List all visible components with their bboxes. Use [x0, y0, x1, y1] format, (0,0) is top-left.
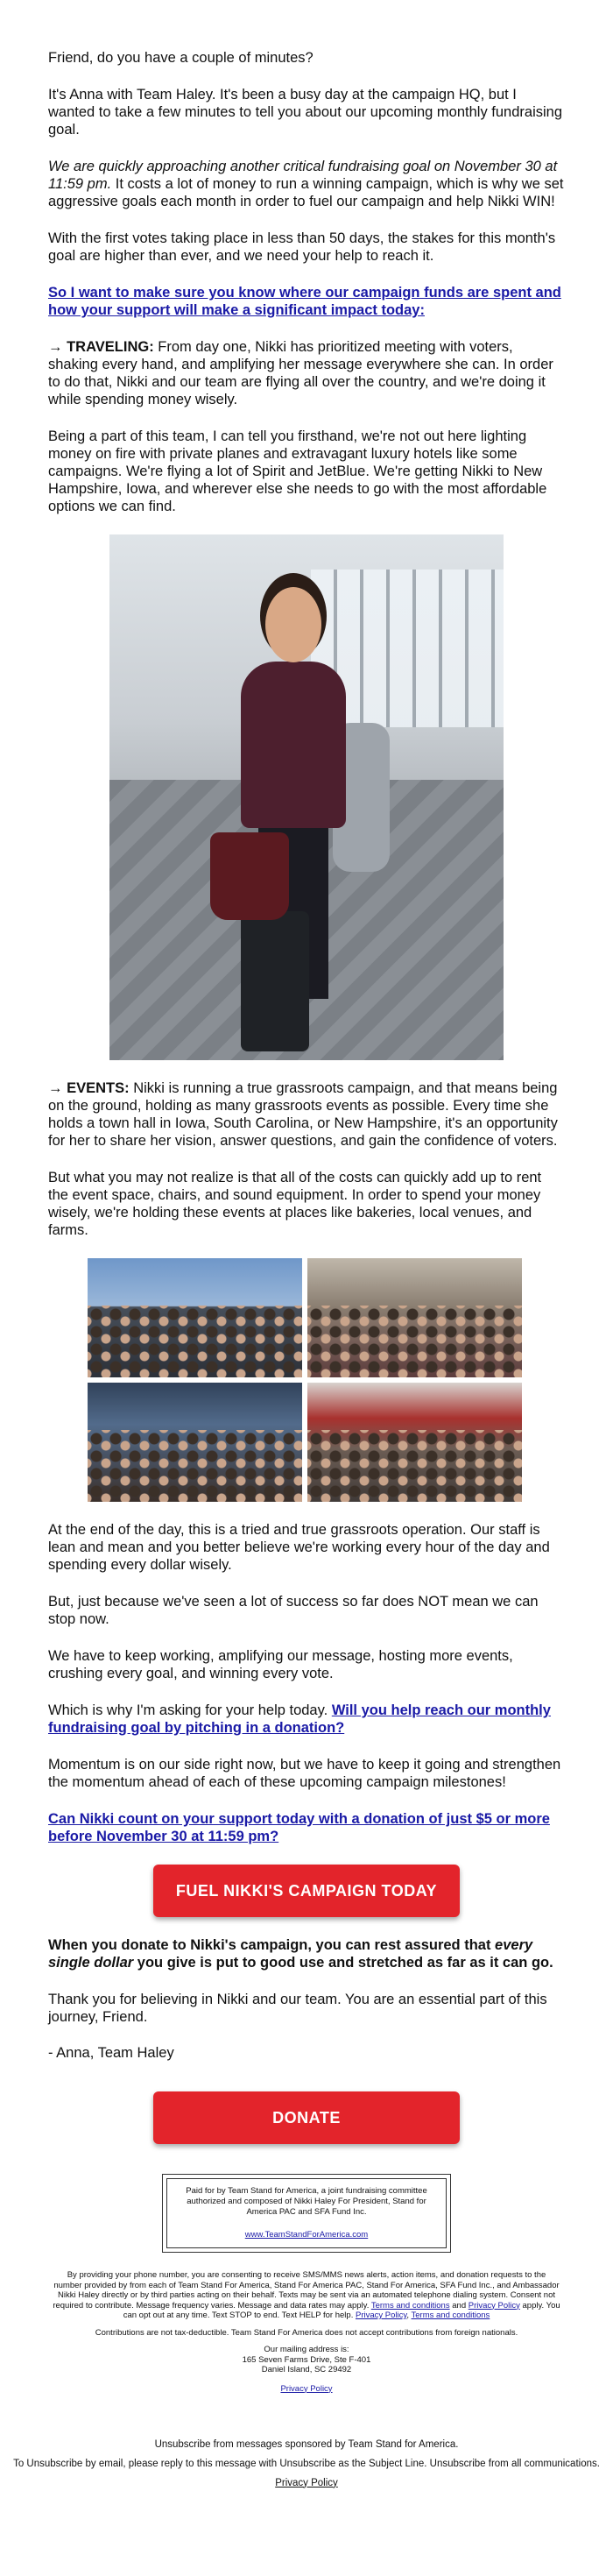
- assurance-bold-c: you give is put to good use and stretched as far as it can go.: [133, 1955, 553, 1971]
- website-link[interactable]: www.TeamStandForAmerica.com: [244, 2230, 369, 2240]
- ask-text: Which is why I'm asking for your help today.: [48, 1702, 332, 1718]
- sms-privacy-link[interactable]: Privacy Policy: [468, 2300, 520, 2311]
- donation-ask-link[interactable]: Will you help reach our monthly fundraising goal by pitching in a donation?: [48, 1702, 551, 1736]
- bottom-privacy-row: [0, 2478, 613, 2488]
- airport-photo: [109, 534, 504, 1060]
- event-photo-townhall: [307, 1383, 522, 1502]
- five-dollar-link[interactable]: Can Nikki count on your support today with a donation of just $5 or more before November 30 at 11:59 pm?: [48, 1811, 550, 1844]
- funds-link-paragraph: [48, 284, 565, 319]
- crowd-figure: [88, 1306, 302, 1377]
- person-body-figure: [241, 662, 346, 828]
- ask-paragraph: [48, 1702, 565, 1737]
- sms-comma: ,: [406, 2311, 412, 2320]
- funds-spent-link[interactable]: So I want to make sure you know where our campaign funds are spent and how your support will make a significant impact today:: [48, 285, 561, 318]
- events-paragraph: [48, 1079, 565, 1150]
- event-photo-grid: [88, 1258, 525, 1502]
- sms-consent: [53, 2270, 560, 2321]
- sms-and-text: and: [449, 2300, 469, 2311]
- person-head-figure: [265, 587, 321, 662]
- traveling-heading: → TRAVELING:: [48, 339, 154, 355]
- address-line-1: 165 Seven Farms Drive, Ste F-401: [242, 2354, 371, 2365]
- suitcase-figure: [241, 911, 309, 1051]
- paid-for-text: Paid for by Team Stand for America, a joint fundraising committee authorized and composed of Nikki Haley For President, Stand for America PAC and SFA Fund Inc.: [186, 2186, 427, 2217]
- events-body: Nikki is running a true grassroots campaign, and that means being on the ground, holding as many grassroots events as possible. Every time she holds a town hall in Iowa, South Carolina, or New Hampshire, it's an opportunity for her to share her vision, answer questions, and gain the confidence of voters.: [48, 1080, 558, 1149]
- assurance-bold-italic: every single dollar: [48, 1937, 533, 1971]
- crowd-figure: [88, 1430, 302, 1502]
- budget-travel-paragraph: Being a part of this team, I can tell you firsthand, we're not out here lighting money on fire with private planes and extravagant luxury hotels like some campaigns. We're flying a lot of Spirit and JetBlue. We're getting Nikki to New Hampshire, Iowa, and wherever else she needs to go with the most affordable options we can find.: [48, 428, 547, 514]
- goal-paragraph-rest: It costs a lot of money to run a winning campaign, which is why we set aggressive goals each month in order to fuel our campaign and help Nikki WIN!: [48, 176, 564, 209]
- event-photo-hall: [307, 1258, 522, 1377]
- goal-deadline-italic: We are quickly approaching another critical fundraising goal on November 30 at 11:59 pm.: [48, 159, 558, 192]
- sms-terms-link[interactable]: Terms and conditions: [370, 2300, 450, 2311]
- stakes-paragraph: With the first votes taking place in less than 50 days, the stakes for this month's goal are higher than ever, and we need your help to reach it.: [48, 230, 556, 264]
- unsubscribe-sponsored[interactable]: Unsubscribe from messages sponsored by Team Stand for America.: [154, 2438, 459, 2450]
- assurance-bold-a: When you donate to Nikki's campaign, you can rest assured that: [48, 1937, 496, 1953]
- privacy-row: [48, 2384, 565, 2394]
- fuel-campaign-button[interactable]: FUEL NIKKI'S CAMPAIGN TODAY: [153, 1865, 460, 1917]
- crowd-figure: [307, 1430, 522, 1502]
- mailing-label: Our mailing address is:: [264, 2345, 349, 2354]
- privacy-policy-link[interactable]: Privacy Policy: [280, 2383, 333, 2394]
- mailing-address: [48, 2345, 565, 2375]
- handbag-figure: [210, 832, 289, 920]
- email-body: [48, 0, 565, 2394]
- grassroots-paragraph: At the end of the day, this is a tried and true grassroots operation. Our staff is lean and mean and you better believe we're working every hour of the day and spending every dollar wisely.: [48, 1522, 550, 1573]
- intro-paragraph: It's Anna with Team Haley. It's been a busy day at the campaign HQ, but I wanted to take a few minutes to tell you about our upcoming monthly fundraising goal.: [48, 87, 563, 138]
- event-photo-venue: [88, 1383, 302, 1502]
- paid-for-inner: [166, 2178, 447, 2248]
- greeting: Friend, do you have a couple of minutes?: [48, 50, 314, 66]
- five-dollar-link-paragraph: [48, 1810, 565, 1845]
- sms-consent-text-2: apply. You can opt out at any time. Text STOP to end. Text HELP for help.: [123, 2300, 560, 2320]
- keep-working-paragraph: We have to keep working, amplifying our message, hosting more events, crushing every goal, and winning every vote.: [48, 1648, 513, 1681]
- contributions-notice: Contributions are not tax-deductible. Team Stand For America does not accept contributions from foreign nationals.: [95, 2327, 518, 2338]
- address-line-2: Daniel Island, SC 29492: [261, 2365, 352, 2374]
- sms-privacy-link-2[interactable]: Privacy Policy: [355, 2311, 407, 2320]
- sms-terms-link-2[interactable]: Terms and conditions: [411, 2311, 490, 2320]
- donate-button[interactable]: DONATE: [153, 2091, 460, 2144]
- traveling-body: From day one, Nikki has prioritized meeting with voters, shaking every hand, and amplifying her message everywhere she can. In order to do that, Nikki and our team are flying all over the country, and we're doing it while spending money wisely.: [48, 339, 553, 407]
- success-paragraph: But, just because we've seen a lot of success so far does NOT mean we can stop now.: [48, 1594, 539, 1627]
- goal-paragraph: [48, 158, 565, 210]
- paid-for-box: [162, 2174, 451, 2253]
- unsubscribe-email-instructions[interactable]: To Unsubscribe by email, please reply to this message with Unsubscribe as the Subject Line. Unsubscribe from all communications.: [13, 2458, 600, 2469]
- signoff: - Anna, Team Haley: [48, 2045, 174, 2061]
- momentum-paragraph: Momentum is on our side right now, but we have to keep it going and strengthen the momentum ahead of each of these upcoming campaign milestones!: [48, 1757, 561, 1790]
- events-heading: → EVENTS:: [48, 1080, 130, 1096]
- assurance-paragraph: [48, 1936, 565, 1971]
- crowd-figure: [307, 1306, 522, 1377]
- thank-you-paragraph: Thank you for believing in Nikki and our team. You are an essential part of this journey, Friend.: [48, 1992, 547, 2025]
- bottom-privacy-link[interactable]: Privacy Policy: [275, 2477, 338, 2488]
- event-photo-outdoor: [88, 1258, 302, 1377]
- sms-consent-text: By providing your phone number, you are consenting to receive SMS/MMS news alerts, action items, and donation requests to the number provided by from each of Team Stand For America, Stand For America PAC, Stand For America, SFA Fund Inc., and Ambassador Nikki Haley directly or by third parties acting on their behalf. Texts may be sent via an automated telephone dialing system. Consent not required to contribute. Message frequency varies. Message and data rates may apply.: [53, 2270, 560, 2311]
- traveling-paragraph: [48, 338, 565, 408]
- event-costs-paragraph: But what you may not realize is that all of the costs can quickly add up to rent the event space, chairs, and sound equipment. In order to spend your money wisely, we're holding these events at places like bakeries, local venues, and farms.: [48, 1170, 542, 1238]
